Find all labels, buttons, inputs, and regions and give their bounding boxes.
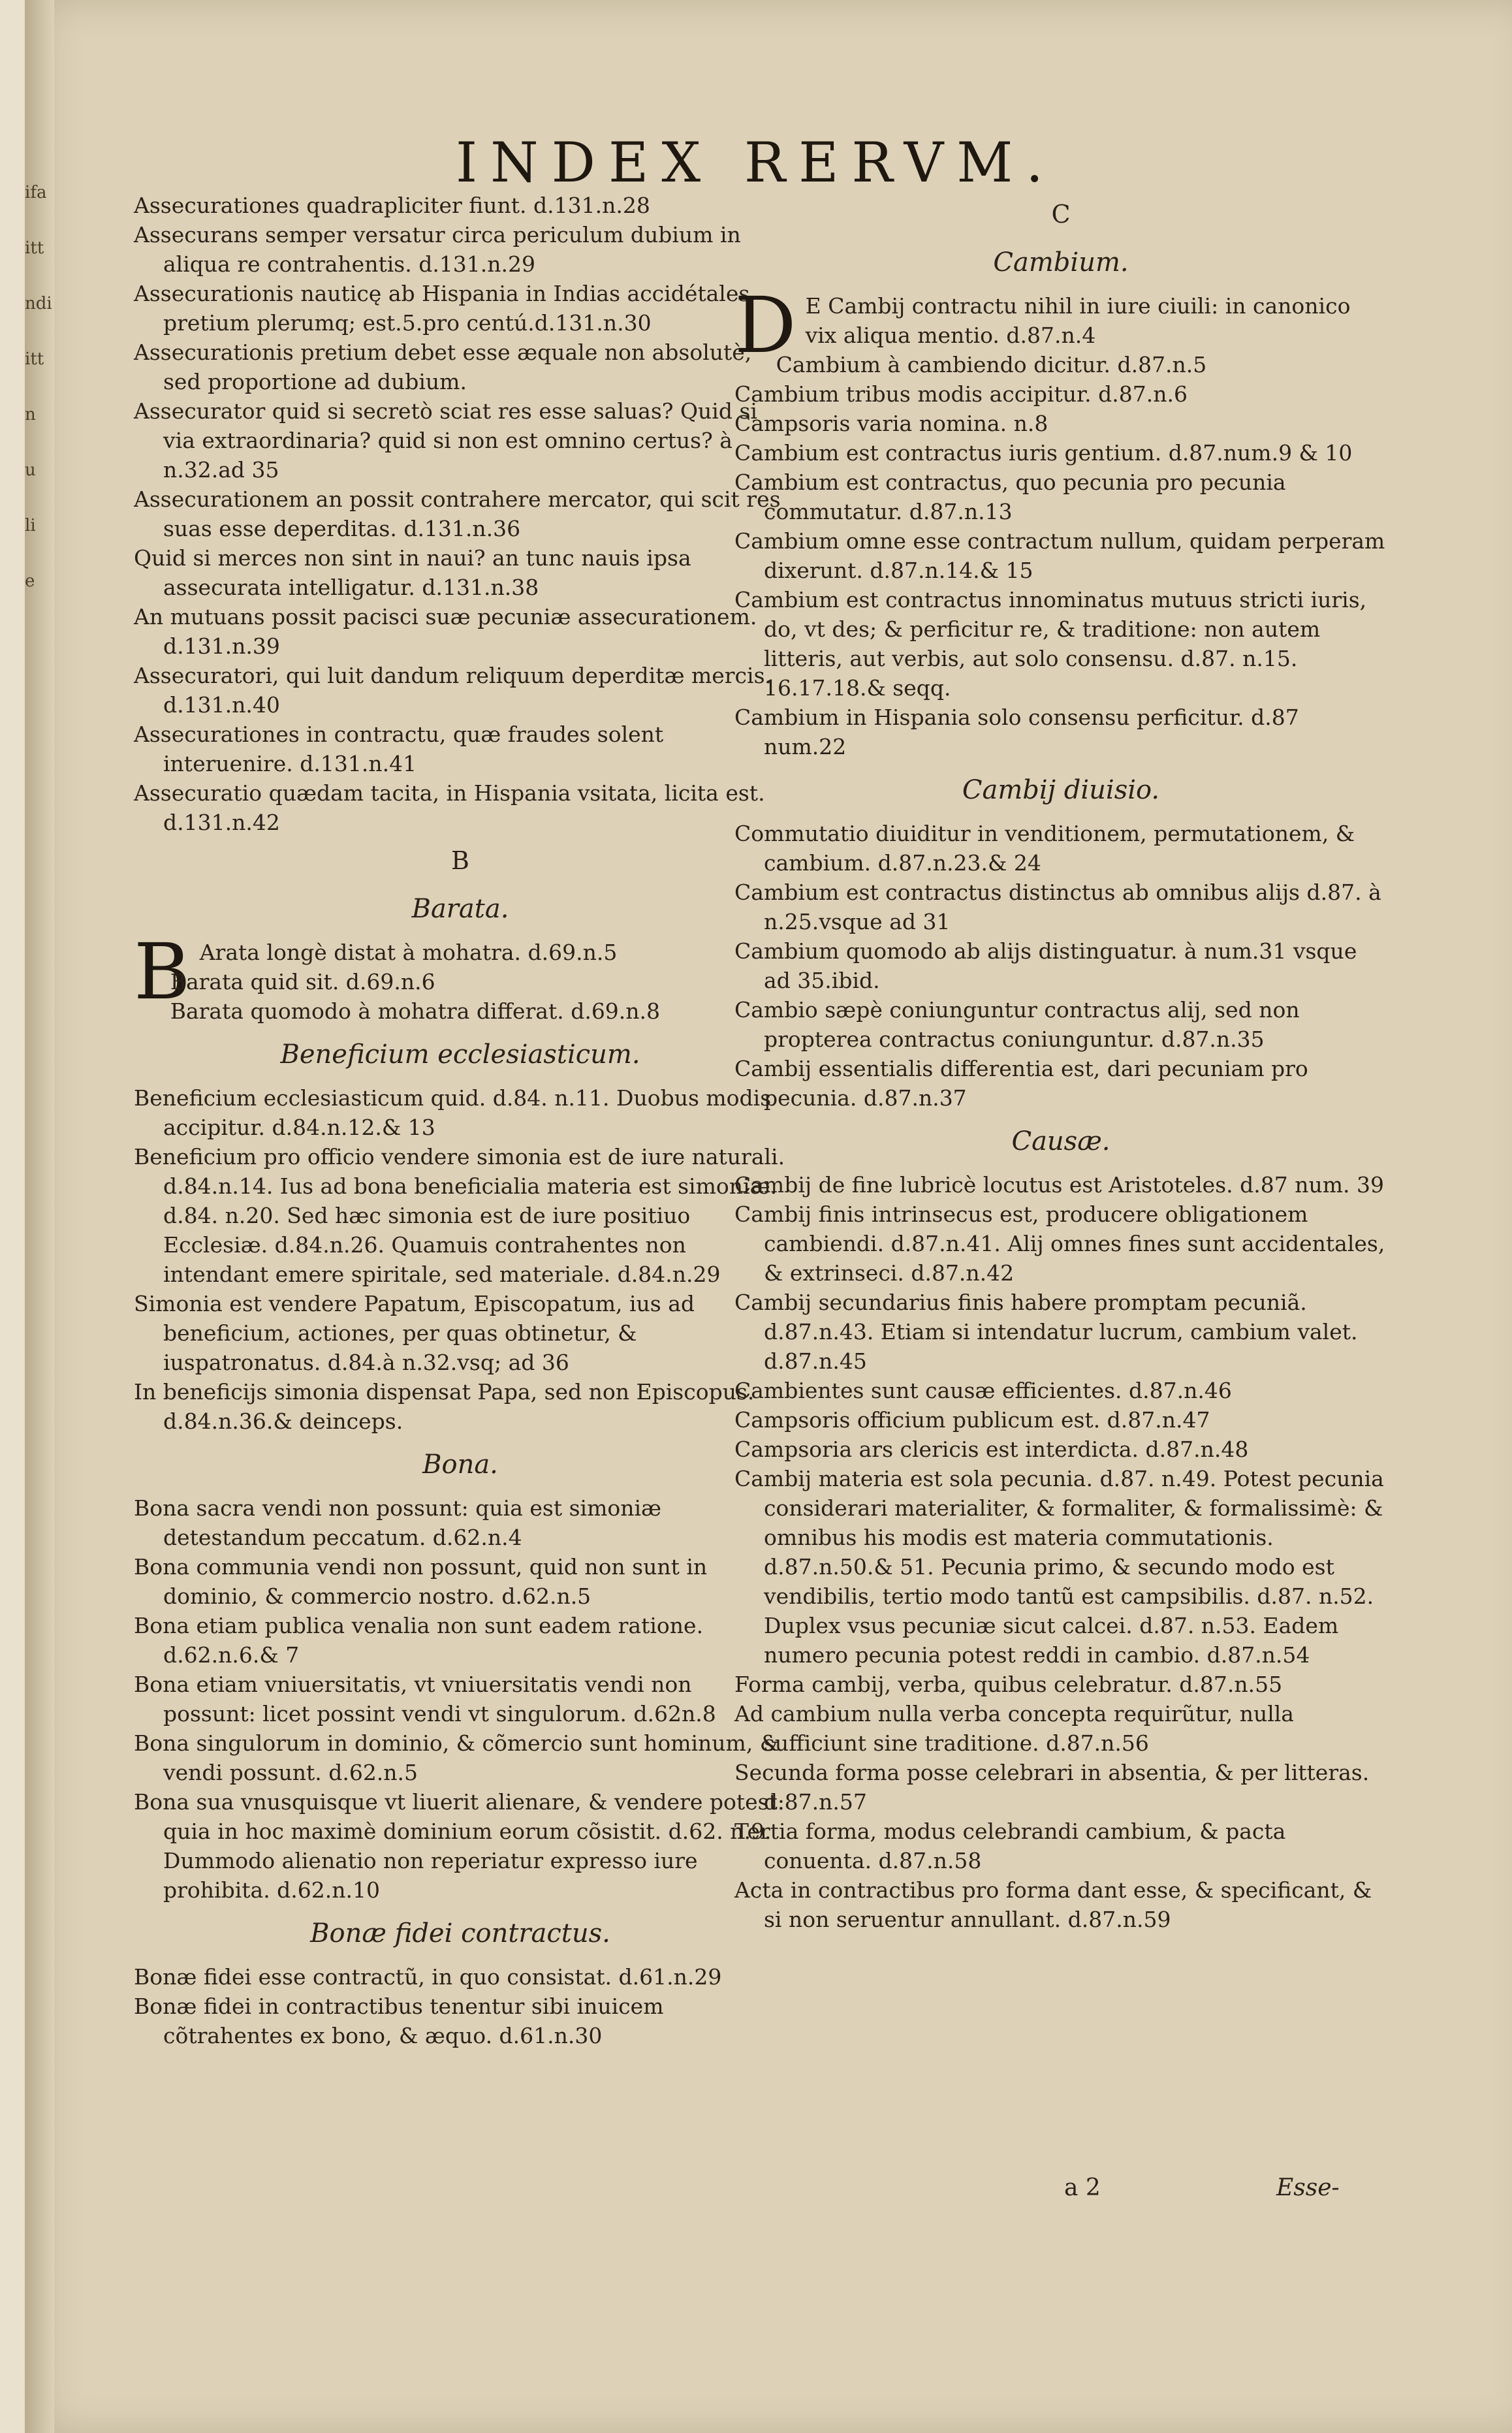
section-heading: Bona. [422,1450,498,1480]
index-column-left [134,191,787,2050]
index-entry: Commutatio diuiditur in venditionem, permutationem, & cambium. d.87.n.23.& 24 [734,821,1355,876]
margin-mark: u [25,460,36,480]
index-entry: Cambium tribus modis accipitur. d.87.n.6 [734,381,1188,407]
margin-mark: ifa [25,183,47,202]
index-entry: Bona communia vendi non possunt, quid non sunt in dominio, & commercio nostro. d.62.n.5 [134,1554,708,1609]
margin-mark: ndi [25,294,52,313]
index-entry: Assecurator quid si secretò sciat res esse saluas? Quid si via extraordinaria? quid si non est omnino certus? à n.32.ad 35 [134,398,757,483]
index-entry: Assecurationis pretium debet esse æquale non absolutè, sed proportione ad dubium. [134,340,752,394]
index-entry: Cambium à cambiendo dicitur. d.87.n.5 [776,352,1207,377]
section-heading: Beneficium ecclesiasticum. [280,1040,640,1070]
index-entry: Cambientes sunt causæ efficientes. d.87.n.46 [734,1378,1232,1403]
index-entry: Cambij essentialis differentia est, dari pecuniam pro pecunia. d.87.n.37 [734,1056,1308,1111]
index-entry: Assecurationes in contractu, quæ fraudes solent interuenire. d.131.n.41 [134,722,664,776]
index-entry: Assecurationes quadrapliciter fiunt. d.131.n.28 [134,193,650,218]
index-entry: In beneficijs simonia dispensat Papa, sed non Episcopus. d.84.n.36.& deinceps. [134,1379,755,1434]
index-entry: Cambium est contractus distinctus ab omnibus alijs d.87. à n.25.vsque ad 31 [734,880,1381,934]
margin-mark: n [25,405,36,424]
index-entry: Bona sacra vendi non possunt: quia est simoniæ detestandum peccatum. d.62.n.4 [134,1495,662,1550]
margin-mark: itt [25,349,44,369]
margin-mark: e [25,571,35,591]
index-entry: Assecuratori, qui luit dandum reliquum deperditæ mercis. d.131.n.40 [134,663,772,718]
margin-marks [25,183,51,627]
section-heading: Cambium. [993,247,1129,278]
index-entry: Campsoris officium publicum est. d.87.n.47 [734,1407,1210,1433]
index-entry: Campsoria ars clericis est interdicta. d.87.n.48 [734,1437,1249,1462]
index-entry: Assecurationis nauticę ab Hispania in Indias accidétales pretium plerumq; est.5.pro centú.d.131.n.30 [134,281,750,336]
index-entry: Assecurationem an possit contrahere mercator, qui scit res suas esse deperditas. d.131.n.36 [134,486,781,541]
index-entry: Tertia forma, modus celebrandi cambium, & pacta conuenta. d.87.n.58 [734,1819,1286,1873]
section-heading: Cambij diuisio. [962,775,1160,805]
index-entry: Bona etiam publica venalia non sunt eadem ratione. d.62.n.6.& 7 [134,1613,704,1668]
index-entry: Bona singulorum in dominio, & cõmercio sunt hominum, & vendi possunt. d.62.n.5 [134,1730,780,1785]
margin-mark: itt [25,238,44,258]
index-entry: Forma cambij, verba, quibus celebratur. d.87.n.55 [734,1672,1283,1697]
index-entry: Cambij de fine lubricè locutus est Aristoteles. d.87 num. 39 [734,1172,1384,1198]
index-entry: Cambij materia est sola pecunia. d.87. n.49. Potest pecunia considerari materialiter, & formaliter, & formalissimè: & omnibus his modis est materia commutationis. d.87.n.50.& 51. Pecunia primo, & secundo modo est vendibilis, tertio modo tantũ est campsibilis. d.87. n.52. Duplex vsus pecuniæ sicut calcei. d.87. n.53. Eadem numero pecunia potest reddi in cambio. d.87.n.54 [734,1466,1384,1668]
section-heading: Bonæ fidei contractus. [310,1918,610,1948]
alphabet-letter-heading: B [451,846,469,875]
alphabet-letter-heading: C [1051,200,1071,229]
index-entry: Cambium est contractus, quo pecunia pro pecunia commutatur. d.87.n.13 [734,469,1286,524]
index-entry: Cambij finis intrinsecus est, producere obligationem cambiendi. d.87.n.41. Alij omnes fines sunt accidentales, & extrinseci. d.87.n.42 [734,1201,1385,1286]
index-entry: Bonæ fidei esse contractũ, in quo consistat. d.61.n.29 [134,1964,722,1990]
drop-cap: D [734,280,796,370]
section-heading: Barata. [411,894,509,924]
index-entry: Beneficium pro officio vendere simonia est de iure naturali. d.84.n.14. Ius ad bona beneficialia materia est simoniæ. d.84. n.20. Sed hæc simonia est de iure positiuo Ecclesiæ. d.84.n.26. Quamuis contrahentes non intendant emere spiritale, sed materiale. d.84.n.29 [134,1144,785,1287]
index-entry: Ad cambium nulla verba concepta requirũtur, nulla sufficiunt sine traditione. d.87.n.56 [734,1701,1294,1756]
index-entry: Barata quomodo à mohatra differat. d.69.n.8 [170,998,661,1024]
index-entry: Secunda forma posse celebrari in absentia, & per litteras. d.87.n.57 [734,1760,1370,1815]
index-entry: Assecuratio quædam tacita, in Hispania vsitata, licita est. d.131.n.42 [134,780,765,835]
index-entry: Barata quid sit. d.69.n.6 [170,969,435,994]
index-entry: Bona etiam vniuersitatis, vt vniuersitatis vendi non possunt: licet possint vendi vt singulorum. d.62n.8 [134,1672,716,1726]
index-entry: Cambium in Hispania solo consensu perficitur. d.87 num.22 [734,705,1299,759]
index-entry: Assecurans semper versatur circa periculum dubium in aliqua re contrahentis. d.131.n.29 [134,222,741,277]
index-entry: Beneficium ecclesiasticum quid. d.84. n.11. Duobus modis accipitur. d.84.n.12.& 13 [134,1085,772,1140]
index-entry-text: E Cambij contractu nihil in iure ciuili: in canonico vix aliqua mentio. d.87.n.4 [805,293,1351,348]
index-entry: Campsoris varia nomina. n.8 [734,411,1048,436]
section-heading: Causæ. [1011,1126,1110,1156]
catchword: Esse- [1276,2174,1340,2201]
index-entry: Cambium est contractus iuris gentium. d.87.num.9 & 10 [734,440,1353,466]
index-column-right [734,191,1387,1934]
index-entry: Cambio sæpè coniunguntur contractus alij, sed non propterea contractus coniunguntur. d.87.n.35 [734,997,1300,1052]
index-entry: An mutuans possit pacisci suæ pecuniæ assecurationem. d.131.n.39 [134,604,757,659]
index-entry: Quid si merces non sint in naui? an tunc nauis ipsa assecurata intelligatur. d.131.n.38 [134,545,691,600]
index-entry: Cambium quomodo ab alijs distinguatur. à num.31 vsque ad 35.ibid. [734,938,1357,993]
index-entry: Cambij secundarius finis habere promptam pecuniã. d.87.n.43. Etiam si intendatur lucrum, cambium valet. d.87.n.45 [734,1290,1358,1374]
index-entry: Bonæ fidei in contractibus tenentur sibi inuicem cõtrahentes ex bono, & æquo. d.61.n.30 [134,1994,664,2048]
page-title: INDEX RERVM. [455,131,1057,195]
index-entry: Bona sua vnusquisque vt liuerit alienare, & vendere potest: quia in hoc maximè dominium eorum cõsistit. d.62. n.9. Dummodo alienatio non reperiatur expresso iure prohibita. d.62.n.10 [134,1789,785,1903]
index-entry: Acta in contractibus pro forma dant esse, & specificant, & si non seruentur annullant. d.87.n.59 [734,1877,1372,1932]
margin-mark: li [25,516,36,535]
signature-mark: a 2 [1064,2174,1101,2201]
drop-cap: B [134,927,191,1017]
index-entry-text: Arata longè distat à mohatra. d.69.n.5 [199,940,618,965]
index-entry: Cambium omne esse contractum nullum, quidam perperam dixerunt. d.87.n.14.& 15 [734,528,1385,583]
index-entry: Cambium est contractus innominatus mutuus stricti iuris, do, vt des; & perficitur re, & traditione: non autem litteris, aut verbis, aut solo consensu. d.87. n.15. 16.17.18.& seqq. [734,587,1367,701]
index-entry: Simonia est vendere Papatum, Episcopatum, ius ad beneficium, actiones, per quas obtinetur, & iuspatronatus. d.84.à n.32.vsq; ad 36 [134,1291,695,1375]
